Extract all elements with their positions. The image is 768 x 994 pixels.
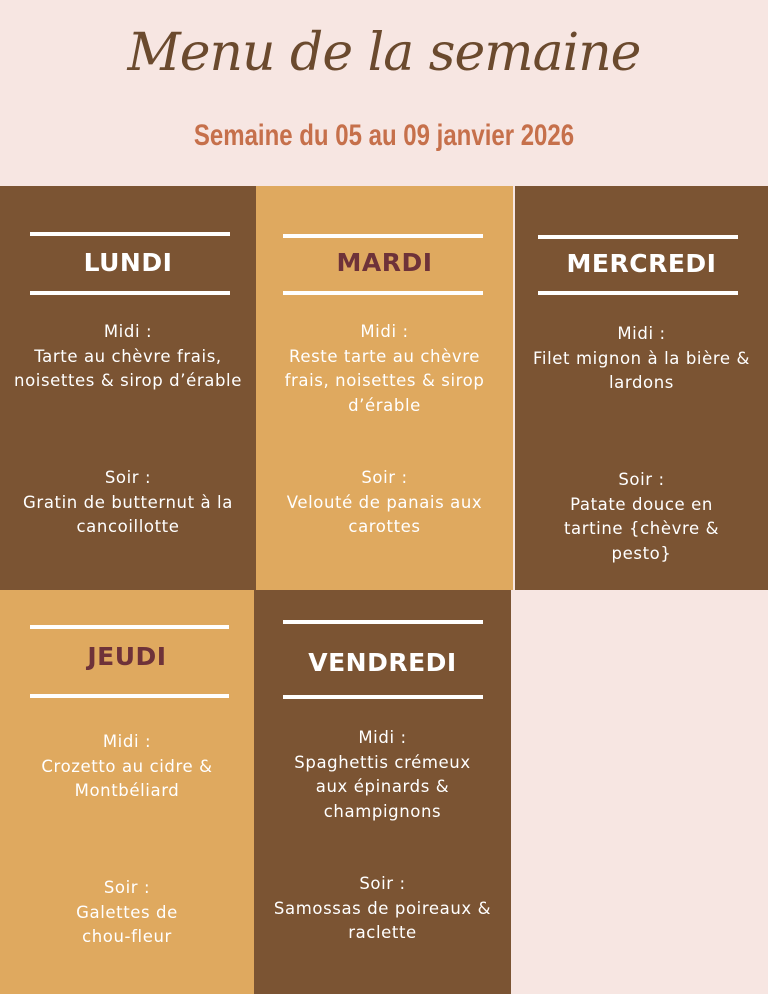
day-title: JEUDI [87,642,167,671]
dinner-text: Patate douce en tartine {chèvre & pesto} [563,494,720,563]
divider-line [30,625,229,629]
dinner-block [515,468,768,566]
lunch-label: Midi : [103,322,153,341]
lunch-block [0,730,254,804]
dinner-text: Galettes de chou-fleur [76,902,178,946]
day-card-lundi [0,186,256,590]
dinner-block [256,466,513,540]
lunch-label: Midi : [360,322,409,341]
divider-line [283,620,483,624]
divider-line [30,232,230,236]
lunch-text: Filet mignon à la bière & lardons [533,348,750,392]
lunch-block [256,320,513,418]
dinner-text: Samossas de poireaux & raclette [273,898,492,942]
dinner-label: Soir : [618,470,665,489]
lunch-block [515,322,768,396]
day-title: LUNDI [83,248,173,277]
day-title: MERCREDI [566,249,717,278]
lunch-label: Midi : [617,324,666,343]
dinner-label: Soir : [103,878,151,897]
lunch-text: Tarte au chèvre frais, noisettes & sirop d’érable [14,346,242,390]
dinner-block [0,876,254,950]
dinner-text: Gratin de butternut à la cancoillotte [23,492,233,536]
day-card-mercredi [515,186,768,590]
dinner-block [254,872,511,946]
divider-line [283,291,483,295]
lunch-text: Spaghettis crémeux aux épinards & champignons [294,752,471,821]
day-card-mardi [256,186,513,590]
day-title: MARDI [336,248,433,277]
lunch-block [254,726,511,824]
dinner-label: Soir : [359,874,406,893]
divider-line [283,695,483,699]
dinner-text: Velouté de panais aux carottes [286,492,483,536]
dinner-label: Soir : [361,468,408,487]
lunch-text: Reste tarte au chèvre frais, noisettes & sirop d’érable [284,346,485,415]
day-title: VENDREDI [308,648,457,677]
divider-line [283,234,483,238]
divider-line [30,694,229,698]
dinner-block [0,466,256,540]
dinner-label: Soir : [104,468,152,487]
lunch-block [0,320,256,394]
day-card-vendredi [254,590,511,994]
divider-line [30,291,230,295]
divider-line [538,291,738,295]
day-card-jeudi [0,590,254,994]
week-subtitle: Semaine du 05 au 09 janvier 2026 [193,119,575,152]
lunch-label: Midi : [102,732,152,751]
lunch-label: Midi : [358,728,407,747]
page-title: Menu de la semaine [127,23,641,83]
lunch-text: Crozetto au cidre & Montbéliard [41,756,213,800]
divider-line [538,235,738,239]
